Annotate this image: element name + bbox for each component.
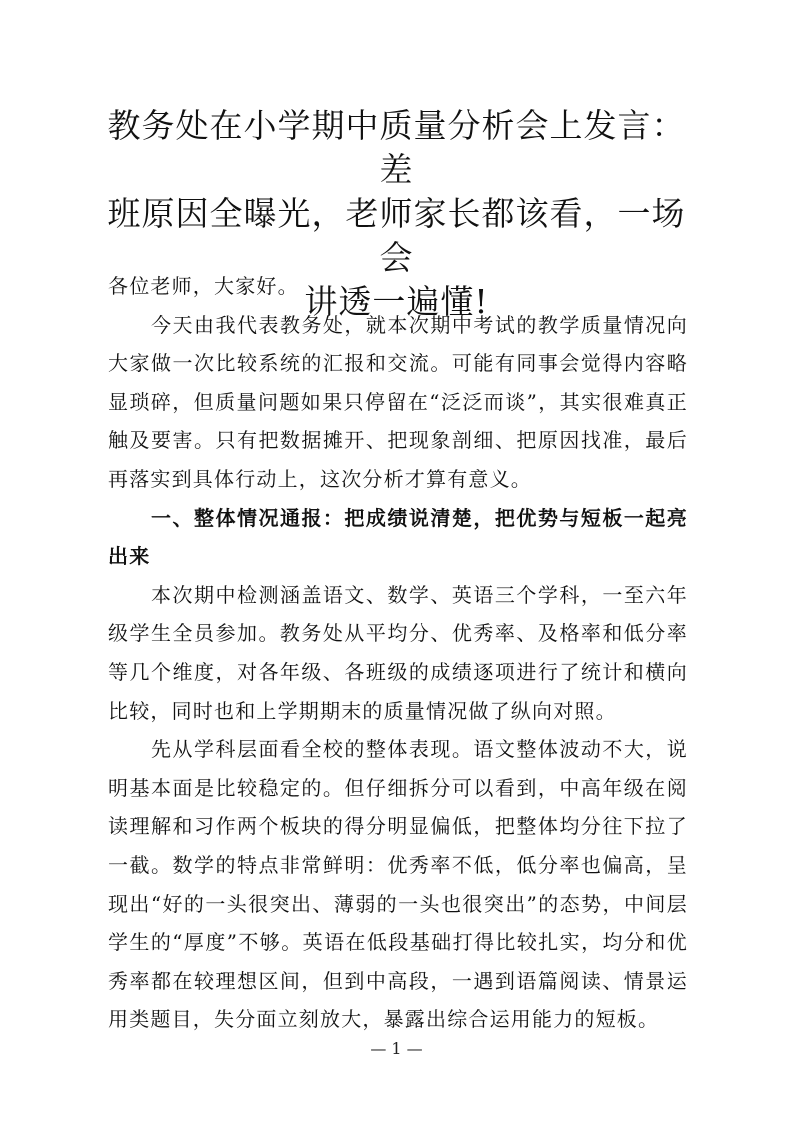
body-paragraph: 本次期中检测涵盖语文、数学、英语三个学科，一至六年级学生全员参加。教务处从平均分、优秀率、及格率和低分率等几个维度，对各年级、各班级的成绩逐项进行了统计和横向比较，同时也和上学期期末的质量情况做了纵向对照。	[108, 582, 688, 723]
title-line: 讲透一遍懂!	[304, 282, 489, 321]
body-paragraph: 今天由我代表教务处，就本次期中考试的教学质量情况向大家做一次比较系统的汇报和交流。可能有同事会觉得内容略显琐碎，但质量问题如果只停留在“泛泛而谈”，其实很难真正触及要害。只有把数据摊开、把现象剖细、把原因找准，最后再落实到具体行动上，这次分析才算有意义。	[108, 312, 688, 491]
page-number: — 1 —	[370, 1039, 423, 1058]
title-line: 教务处在小学期中质量分析会上发言：差	[107, 106, 686, 189]
title-line: 班原因全曝光，老师家长都该看，一场会	[107, 194, 686, 277]
greeting: 各位老师，大家好。	[108, 274, 299, 298]
body-paragraph: 先从学科层面看全校的整体表现。语文整体波动不大，说明基本面是比较稳定的。但仔细拆分可以看到，中高年级在阅读理解和习作两个板块的得分明显偏低，把整体均分往下拉了一截。数学的特点非常鲜明：优秀率不低，低分率也偏高，呈现出“好的一头很突出、薄弱的一头也很突出”的态势，中间层学生的“厚度”不够。英语在低段基础打得比较扎实，均分和优秀率都在较理想区间，但到中高段，一遇到语篇阅读、情景运用类题目，失分面立刻放大，暴露出综合运用能力的短板。	[108, 737, 688, 1032]
section-heading: 一、整体情况通报：把成绩说清楚，把优势与短板一起亮出来	[108, 505, 688, 569]
document-body	[108, 267, 688, 1039]
